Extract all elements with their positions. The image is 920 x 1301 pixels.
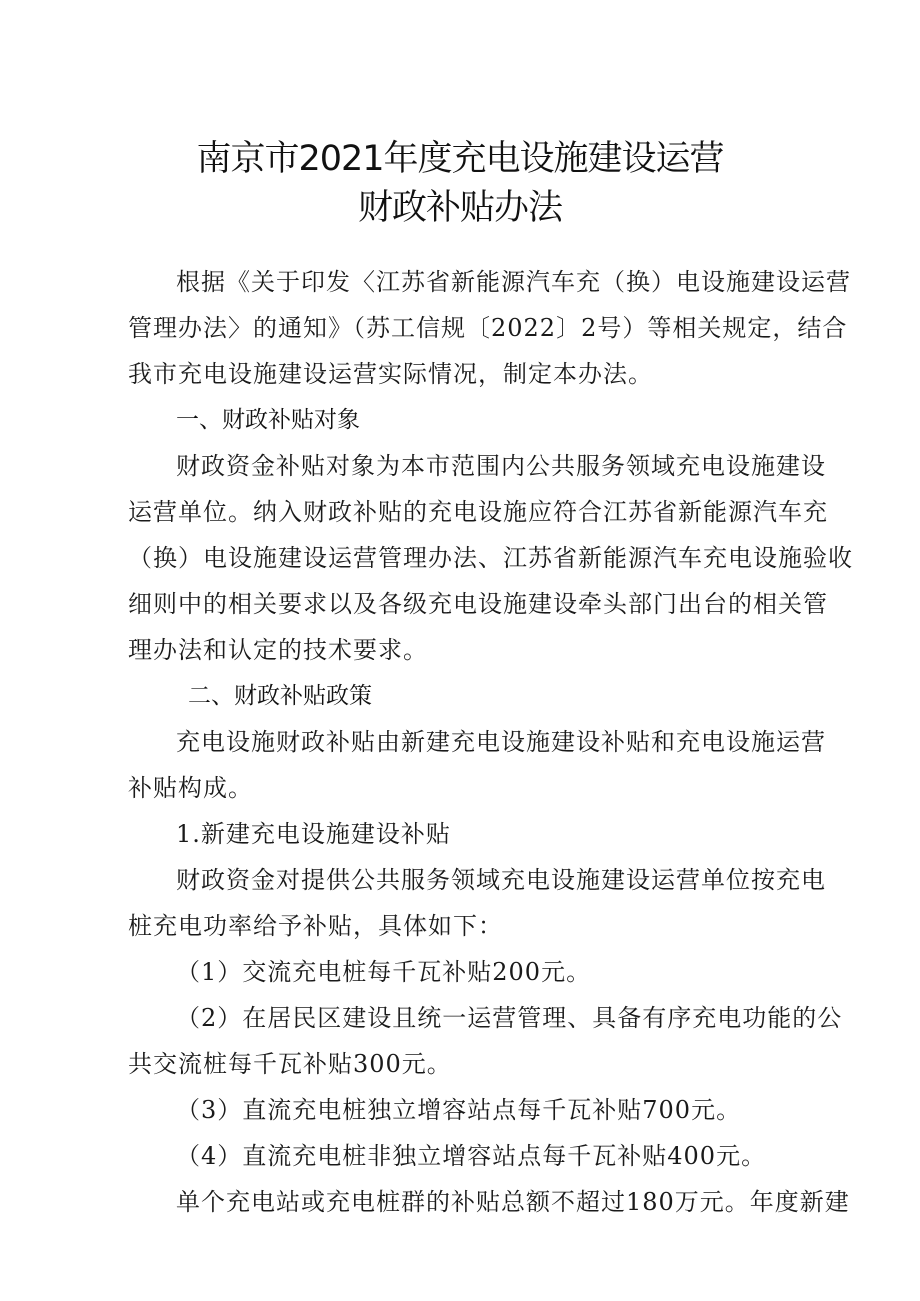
document-title-line-1: 南京市2021年度充电设施建设运营 xyxy=(196,139,724,179)
intro-line-1: 根据《关于印发〈江苏省新能源汽车充（换）电设施建设运营 xyxy=(176,268,851,296)
subsection-1-line-1: 财政资金对提供公共服务领域充电设施建设运营单位按充电 xyxy=(176,866,826,894)
closing-line: 单个充电站或充电桩群的补贴总额不超过180万元。年度新建 xyxy=(176,1188,850,1216)
section-1-line-4: 细则中的相关要求以及各级充电设施建设牵头部门出台的相关管 xyxy=(128,590,828,618)
section-2-line-2: 补贴构成。 xyxy=(128,774,253,802)
section-1-line-1: 财政资金补贴对象为本市范围内公共服务领域充电设施建设 xyxy=(176,452,826,480)
intro-line-3: 我市充电设施建设运营实际情况，制定本办法。 xyxy=(128,360,653,388)
item-2-line-2: 共交流桩每千瓦补贴300元。 xyxy=(128,1050,452,1078)
section-1-line-5: 理办法和认定的技术要求。 xyxy=(128,636,428,664)
subsection-1-line-2: 桩充电功率给予补贴，具体如下： xyxy=(128,912,503,940)
section-2-heading: 二、财政补贴政策 xyxy=(188,683,372,709)
subsection-1-heading: 1.新建充电设施建设补贴 xyxy=(176,820,451,848)
item-1: （1）交流充电桩每千瓦补贴200元。 xyxy=(176,958,592,986)
section-1-line-2: 运营单位。纳入财政补贴的充电设施应符合江苏省新能源汽车充 xyxy=(128,498,828,526)
document-title-line-2: 财政补贴办法 xyxy=(357,188,562,228)
section-1-heading: 一、财政补贴对象 xyxy=(176,407,360,433)
section-1-line-3: （换）电设施建设运营管理办法、江苏省新能源汽车充电设施验收 xyxy=(128,544,853,572)
item-2-line-1: （2）在居民区建设且统一运营管理、具备有序充电功能的公 xyxy=(176,1004,843,1032)
item-4: （4）直流充电桩非独立增容站点每千瓦补贴400元。 xyxy=(176,1142,767,1170)
item-3: （3）直流充电桩独立增容站点每千瓦补贴700元。 xyxy=(176,1096,742,1124)
section-2-line-1: 充电设施财政补贴由新建充电设施建设补贴和充电设施运营 xyxy=(176,728,826,756)
intro-line-2: 管理办法〉的通知》（苏工信规〔2022〕2号）等相关规定，结合 xyxy=(128,314,848,342)
